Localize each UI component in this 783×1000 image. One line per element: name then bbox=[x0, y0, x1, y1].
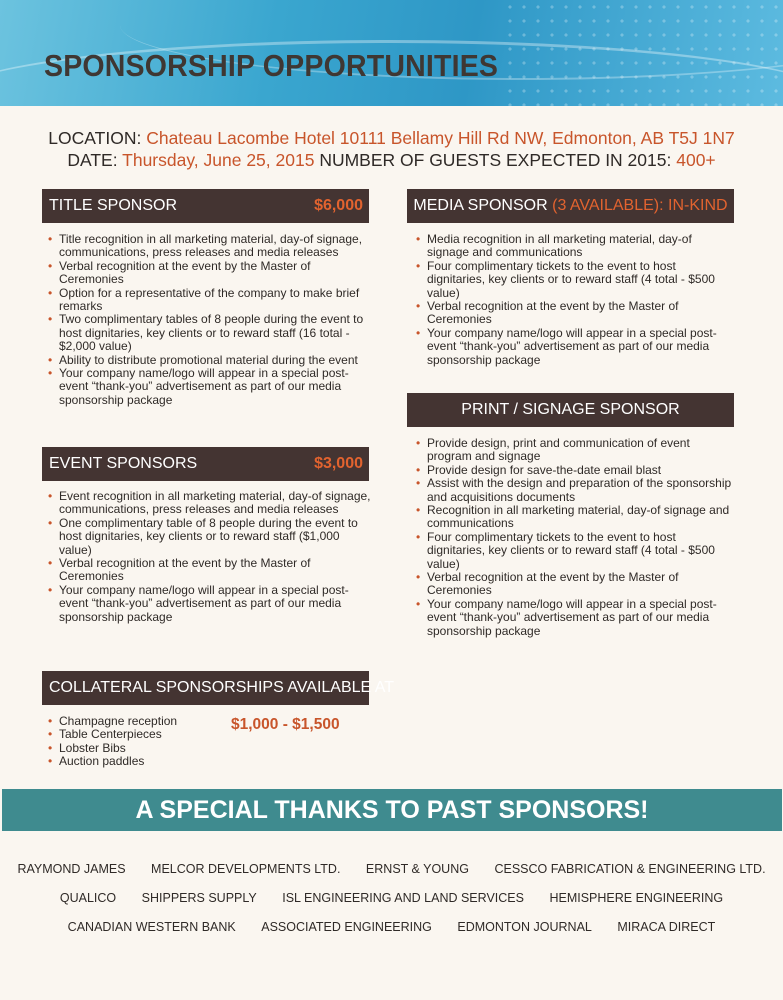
header-banner bbox=[0, 0, 783, 106]
event-sponsors-header bbox=[42, 447, 369, 481]
event-sponsors-list bbox=[48, 490, 373, 624]
print-sponsor-header bbox=[407, 393, 734, 427]
thanks-banner: A SPECIAL THANKS TO PAST SPONSORS! bbox=[2, 789, 782, 831]
date-guests-line bbox=[0, 150, 783, 171]
list-item: • Your company name/logo will appear in a special post-event “thank-you” advertisement as part of our media sponsorship package bbox=[48, 584, 373, 624]
sponsor-name: EDMONTON JOURNAL bbox=[457, 920, 592, 934]
list-item: • Two complimentary tables of 8 people during the event to host dignitaries, key clients or to reward staff (16 total - $2,000 value) bbox=[48, 313, 373, 353]
collateral-list bbox=[48, 715, 228, 769]
event-sponsors-title: EVENT SPONSORS bbox=[49, 455, 198, 472]
list-item: • Verbal recognition at the event by the Master of Ceremonies bbox=[48, 557, 373, 584]
collateral-price-range: $1,000 - $1,500 bbox=[231, 716, 340, 733]
sponsor-name: ISL ENGINEERING AND LAND SERVICES bbox=[282, 891, 524, 905]
list-item: • Option for a representative of the company to make brief remarks bbox=[48, 287, 373, 314]
media-sponsor-list bbox=[416, 233, 734, 367]
list-item: • Verbal recognition at the event by the Master of Ceremonies bbox=[416, 571, 734, 598]
sponsor-name: RAYMOND JAMES bbox=[17, 862, 126, 876]
event-sponsors-price: $3,000 bbox=[314, 455, 363, 472]
list-item: • Four complimentary tickets to the event to host dignitaries, key clients or to reward staff (4 total - $500 value) bbox=[416, 260, 734, 300]
list-item: • Provide design, print and communication of event program and signage bbox=[416, 437, 734, 464]
location-value: Chateau Lacombe Hotel 10111 Bellamy Hill Rd NW, Edmonton, AB T5J 1N7 bbox=[146, 128, 735, 148]
date-label: DATE: bbox=[67, 150, 118, 170]
list-item: • Four complimentary tickets to the event to host dignitaries, key clients or to reward staff (4 total - $500 value) bbox=[416, 531, 734, 571]
list-item: • Event recognition in all marketing material, day-of signage, communications, press releases and media releases bbox=[48, 490, 373, 517]
title-sponsor-price: $6,000 bbox=[314, 197, 363, 214]
sponsor-name: ASSOCIATED ENGINEERING bbox=[261, 920, 432, 934]
title-sponsor-list bbox=[48, 233, 373, 407]
collateral-title: COLLATERAL SPONSORSHIPS AVAILABLE AT bbox=[49, 679, 395, 696]
page-title: SPONSORSHIP OPPORTUNITIES bbox=[44, 48, 499, 83]
media-sponsor-title: MEDIA SPONSOR bbox=[413, 197, 548, 214]
list-item: • Verbal recognition at the event by the Master of Ceremonies bbox=[416, 300, 734, 327]
list-item: • Verbal recognition at the event by the Master of Ceremonies bbox=[48, 260, 373, 287]
sponsor-name: CANADIAN WESTERN BANK bbox=[67, 920, 236, 934]
past-sponsors-row-3 bbox=[0, 920, 783, 934]
list-item: • Title recognition in all marketing material, day-of signage, communications, press releases and media releases bbox=[48, 233, 373, 260]
sponsor-name: HEMISPHERE ENGINEERING bbox=[549, 891, 724, 905]
list-item: • Lobster Bibs bbox=[48, 742, 228, 755]
location-label: LOCATION: bbox=[48, 128, 142, 148]
past-sponsors-row-1 bbox=[0, 862, 783, 876]
title-sponsor-header bbox=[42, 189, 369, 223]
past-sponsors-row-2 bbox=[0, 891, 783, 905]
list-item: • Table Centerpieces bbox=[48, 728, 228, 741]
title-sponsor-title: TITLE SPONSOR bbox=[49, 197, 178, 214]
sponsor-name: MIRACA DIRECT bbox=[617, 920, 716, 934]
sponsor-name: QUALICO bbox=[59, 891, 117, 905]
list-item: • Ability to distribute promotional material during the event bbox=[48, 354, 373, 367]
banner-dots-decoration bbox=[503, 0, 783, 106]
list-item: • Your company name/logo will appear in a special post-event “thank-you” advertisement as part of our media sponsorship package bbox=[416, 327, 734, 367]
collateral-header bbox=[42, 671, 395, 705]
list-item: • Recognition in all marketing material, day-of signage and communications bbox=[416, 504, 734, 531]
print-sponsor-title: PRINT / SIGNAGE SPONSOR bbox=[461, 401, 680, 418]
list-item: • One complimentary table of 8 people during the event to host dignitaries, key clients or to reward staff ($1,000 value) bbox=[48, 517, 373, 557]
list-item: • Media recognition in all marketing material, day-of signage and communications bbox=[416, 233, 734, 260]
guests-label: NUMBER OF GUESTS EXPECTED IN 2015: bbox=[319, 150, 672, 170]
sponsor-name: SHIPPERS SUPPLY bbox=[141, 891, 257, 905]
location-line bbox=[0, 128, 783, 149]
list-item: • Your company name/logo will appear in a special post-event “thank-you” advertisement as part of our media sponsorship package bbox=[48, 367, 373, 407]
list-item: • Auction paddles bbox=[48, 755, 228, 768]
media-sponsor-availability: (3 AVAILABLE): IN-KIND bbox=[552, 197, 728, 214]
media-sponsor-header bbox=[407, 189, 734, 223]
list-item: • Assist with the design and preparation of the sponsorship and acquisitions documents bbox=[416, 477, 734, 504]
list-item: • Your company name/logo will appear in a special post-event “thank-you” advertisement as part of our media sponsorship package bbox=[416, 598, 734, 638]
sponsor-name: ERNST & YOUNG bbox=[365, 862, 469, 876]
date-value: Thursday, June 25, 2015 bbox=[122, 150, 315, 170]
list-item: • Provide design for save-the-date email blast bbox=[416, 464, 734, 477]
print-sponsor-list bbox=[416, 437, 734, 638]
guests-value: 400+ bbox=[676, 150, 716, 170]
sponsor-name: MELCOR DEVELOPMENTS LTD. bbox=[151, 862, 341, 876]
sponsor-name: CESSCO FABRICATION & ENGINEERING LTD. bbox=[494, 862, 766, 876]
list-item: • Champagne reception bbox=[48, 715, 228, 728]
